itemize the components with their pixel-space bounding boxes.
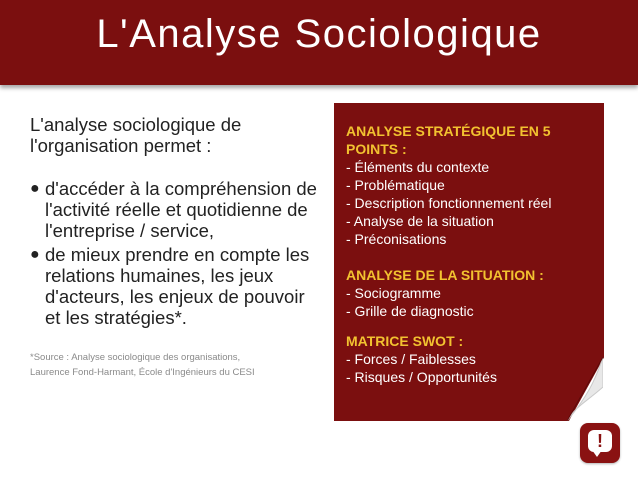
panel-section — [346, 332, 598, 386]
bullet-list — [30, 178, 320, 328]
section-item: - Problématique — [346, 177, 445, 193]
panel-section — [346, 266, 598, 320]
panel-section — [346, 122, 598, 248]
section-title: MATRICE SWOT : — [346, 333, 464, 349]
slide-title: L'Analyse Sociologique — [96, 12, 542, 56]
panel-content — [346, 122, 598, 396]
section-item: - Risques / Opportunités — [346, 369, 497, 385]
title-bar — [0, 0, 638, 85]
bullet-dot-icon: ● — [30, 180, 40, 197]
section-item: - Grille de diagnostic — [346, 303, 474, 319]
section-item: - Description fonctionnement réel — [346, 195, 552, 211]
bullet-dot-icon: ● — [30, 246, 40, 263]
logo-mark: ! — [597, 431, 603, 451]
section-item: - Préconisations — [346, 231, 447, 247]
bullet-text: de mieux prendre en compte les relations humaines, les jeux d'acteurs, les enjeux de pouvoir et les stratégies*. — [45, 244, 310, 328]
section-item: - Éléments du contexte — [346, 159, 490, 175]
section-item: - Sociogramme — [346, 285, 441, 301]
source-note — [30, 350, 320, 380]
source-line: Laurence Fond-Harmant, École d'Ingénieurs du CESI — [30, 367, 255, 378]
section-title: ANALYSE STRATÉGIQUE EN 5 POINTS : — [346, 123, 551, 157]
source-line: *Source : Analyse sociologique des organisations, — [30, 352, 241, 363]
intro-text: L'analyse sociologique de l'organisation permet : — [30, 114, 242, 156]
bullet-item — [30, 178, 320, 241]
speech-bubble-exclamation-icon — [580, 423, 620, 463]
section-title: ANALYSE DE LA SITUATION : — [346, 267, 544, 283]
left-column — [30, 114, 320, 380]
bullet-text: d'accéder à la compréhension de l'activité réelle et quotidienne de l'entreprise / service, — [45, 178, 317, 241]
bullet-item — [30, 244, 320, 328]
section-item: - Forces / Faiblesses — [346, 351, 476, 367]
section-item: - Analyse de la situation — [346, 213, 494, 229]
